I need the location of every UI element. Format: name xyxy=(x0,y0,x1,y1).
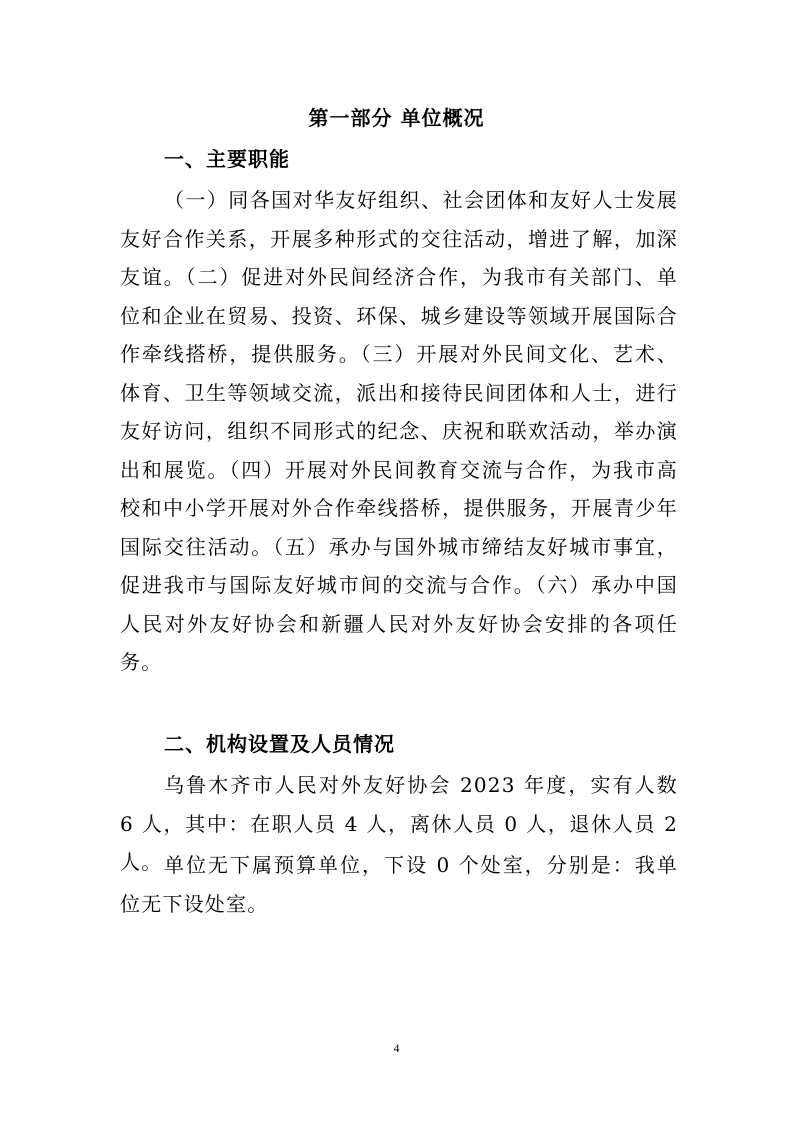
section-heading-organization-staff: 二、机构设置及人员情况 xyxy=(164,732,395,756)
main-functions-paragraph: （一）同各国对华友好组织、社会团体和友好人士发展友好合作关系，开展多种形式的交往活动，增进了解，加深友谊。（二）促进对外民间经济合作，为我市有关部门、单位和企业在贸易、投资、环保、城乡建设等领域开展国际合作牵线搭桥，提供服务。（三）开展对外民间文化、艺术、体育、卫生等领域交流，派出和接待民间团体和人士，进行友好访问，组织不同形式的纪念、庆祝和联欢活动，举办演出和展览。（四）开展对外民间教育交流与合作，为我市高校和中小学开展对外合作牵线搭桥，提供服务，开展青少年国际交往活动。（五）承办与国外城市缔结友好城市事宜，促进我市与国际友好城市间的交流与合作。（六）承办中国人民对外友好协会和新疆人民对外友好协会安排的各项任务。 xyxy=(120,188,678,674)
subordinate-units-paragraph: 单位无下属预算单位，下设 0 个处室，分别是：我单位无下设处室。 xyxy=(120,853,678,916)
page-number: 4 xyxy=(393,1041,400,1055)
part-title: 第一部分 单位概况 xyxy=(308,106,485,130)
staff-paragraph: 乌鲁木齐市人民对外友好协会 2023 年度，实有人数 6 人，其中：在职人员 4 人，离休人员 0 人，退休人员 2 人。 xyxy=(120,773,678,874)
section-heading-main-functions: 一、主要职能 xyxy=(164,147,290,171)
